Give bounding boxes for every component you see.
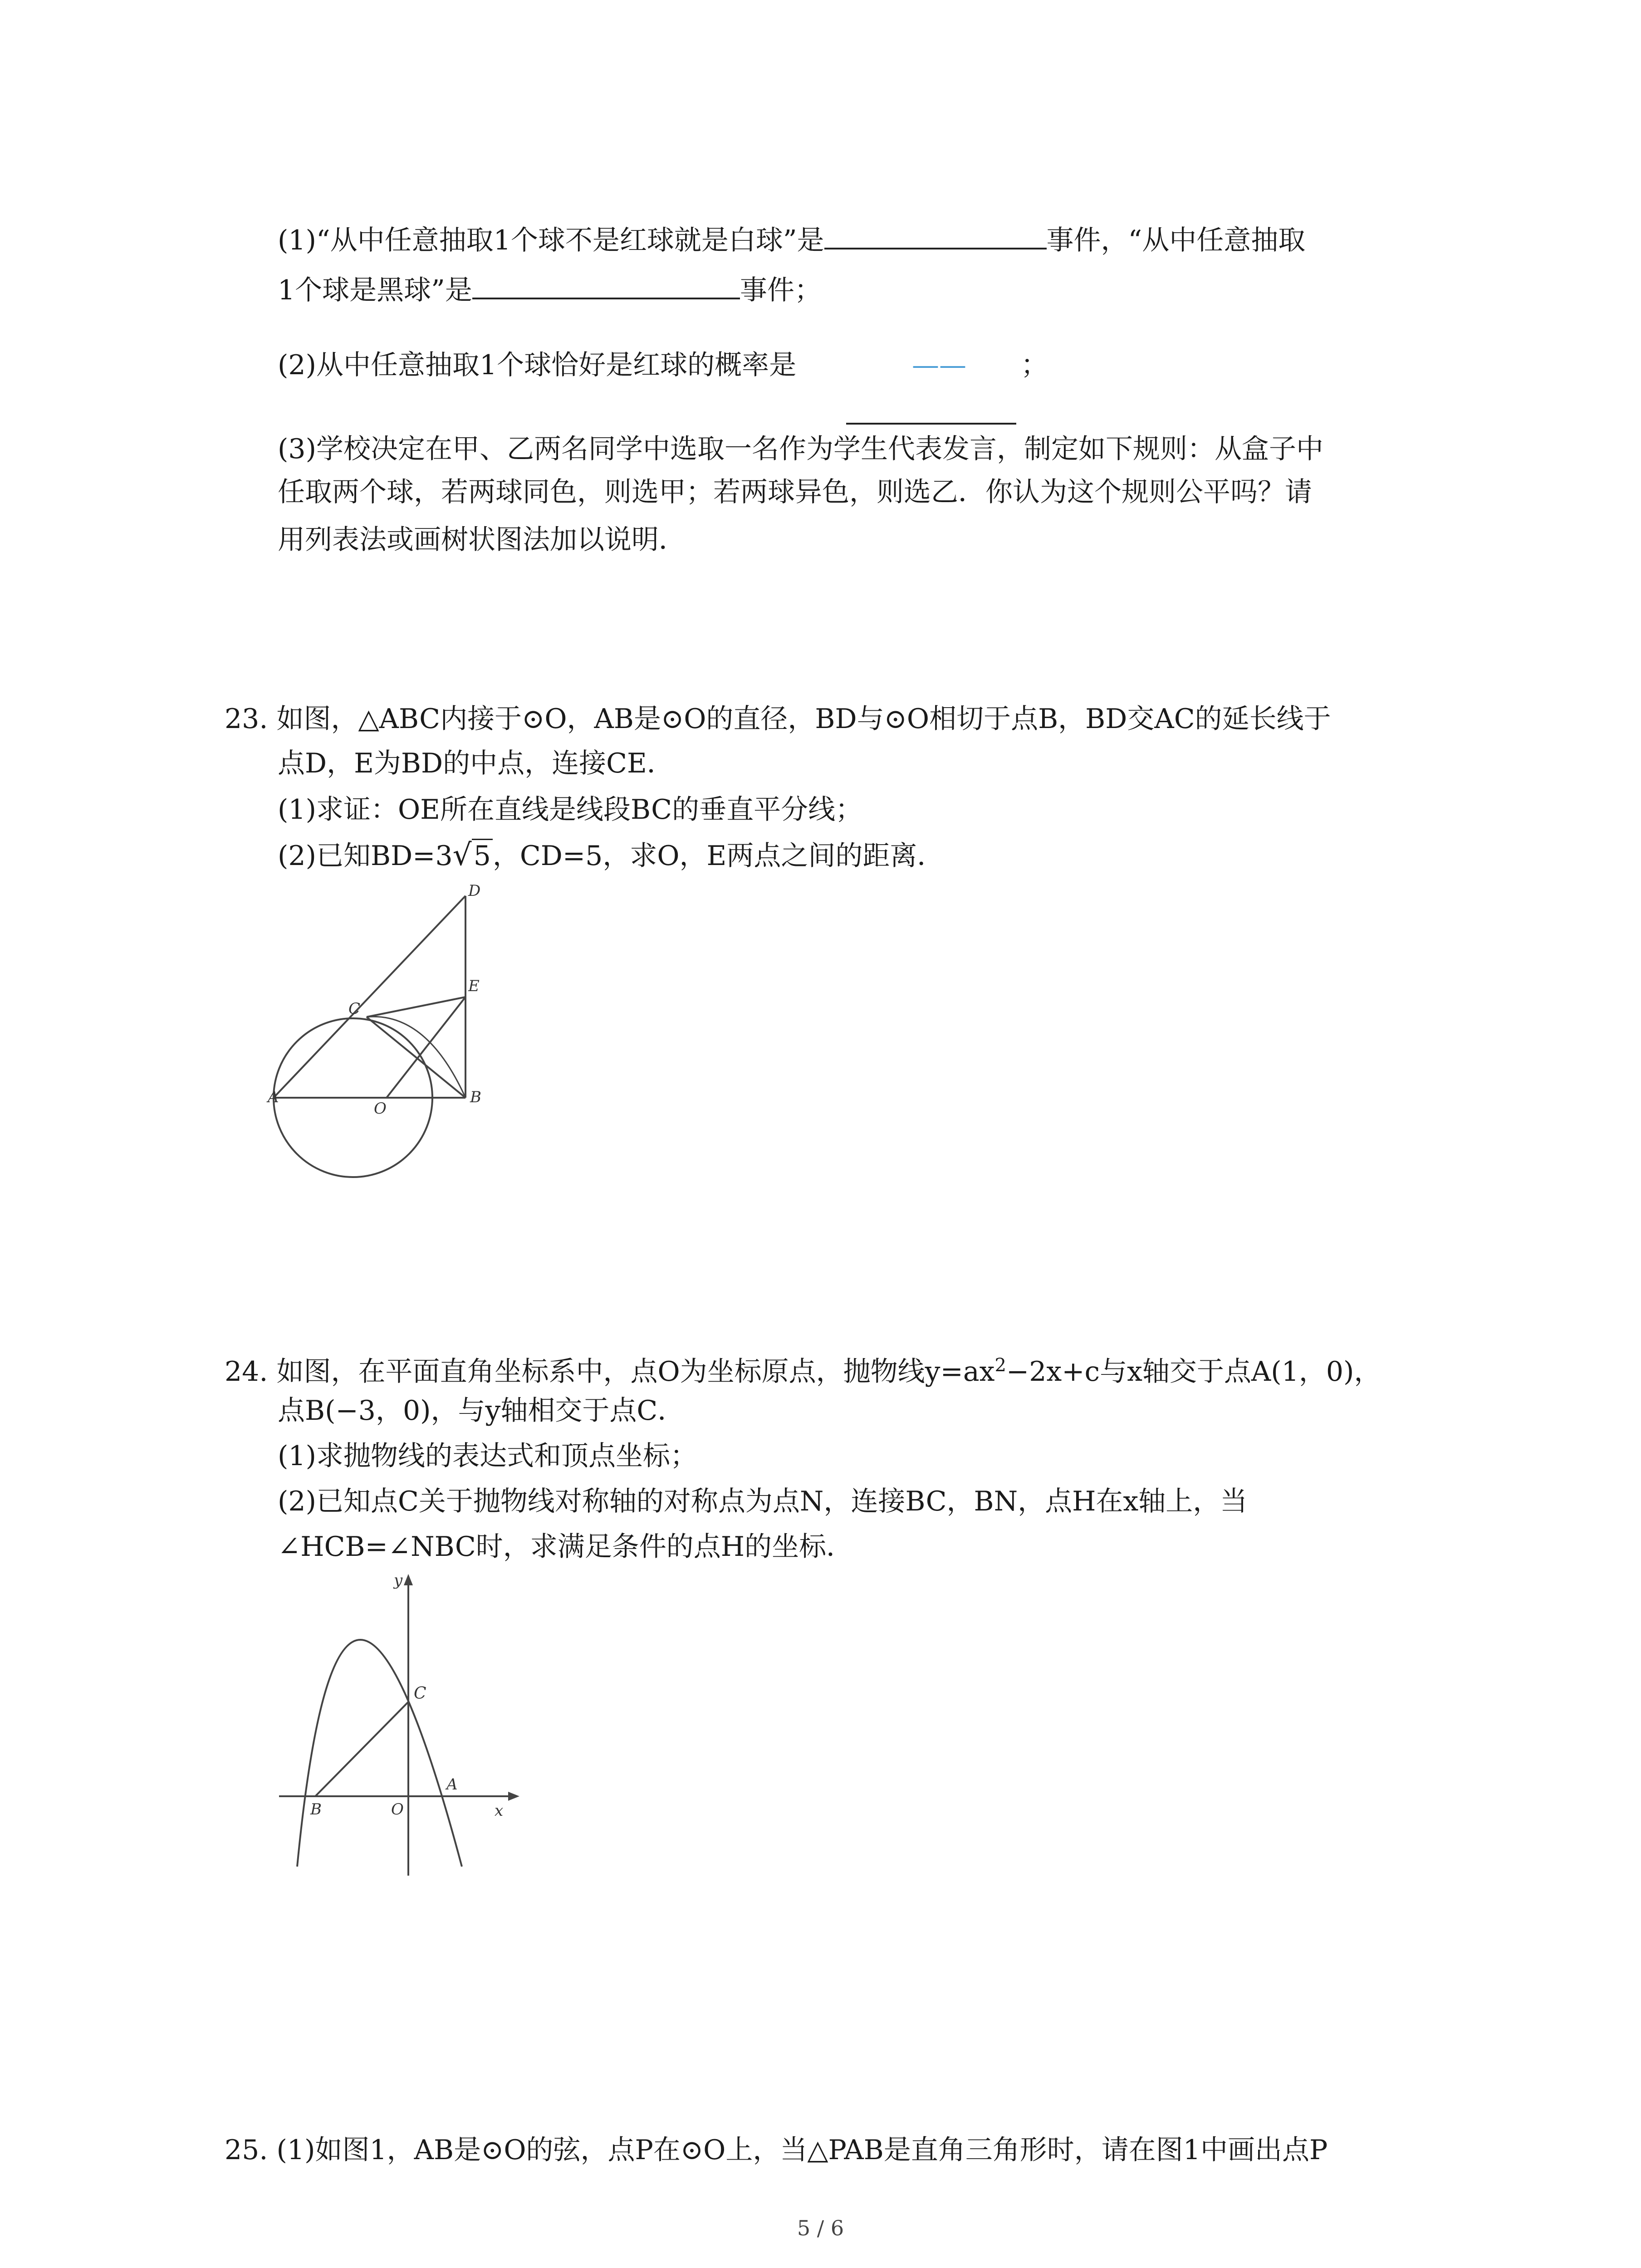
label-e: E (468, 977, 480, 995)
segment-ad (274, 896, 465, 1098)
q22-p2-fraction-dash: —— (912, 349, 966, 381)
q23-figure (268, 875, 508, 1184)
q24-line3: (1)求抛物线的表达式和顶点坐标； (278, 1440, 697, 1472)
q24-line2: 点B(−3，0)，与y轴相交于点C． (278, 1395, 685, 1427)
page-number: 5 / 6 (797, 2216, 844, 2240)
q24-line5: ∠HCB=∠NBC时，求满足条件的点H的坐标． (278, 1531, 854, 1563)
segment-ce (367, 997, 465, 1017)
segment-bc (315, 1702, 408, 1796)
parabola (297, 1640, 462, 1867)
q22-part3-line2: 任取两个球，若两球同色，则选甲；若两球异色，则选乙．你认为这个规则公平吗？请 (278, 476, 1312, 508)
q23-line1: 23. 如图，△ABC内接于⊙O，AB是⊙O的直径，BD与⊙O相切于点B，BD交AC的延长线于 (225, 703, 1331, 735)
label-b: B (470, 1088, 481, 1106)
q22-part3-line1: (3)学校决定在甲、乙两名同学中选取一名作为学生代表发言，制定如下规则：从盒子中 (278, 433, 1323, 465)
q22-blank-2[interactable] (472, 271, 740, 299)
y-axis-arrow (404, 1574, 413, 1585)
label-c: C (348, 1000, 361, 1018)
q22-part2 (278, 347, 796, 383)
q22-blank-3[interactable] (846, 423, 1016, 425)
q22-p2-end: ； (1021, 349, 1048, 381)
label-y: y (394, 1571, 403, 1589)
q22-p2a: (2)从中任意抽取1个球恰好是红球的概率是 (278, 349, 797, 381)
label-o: O (391, 1800, 404, 1818)
q24-line1: 24. 如图，在平面直角坐标系中，点O为坐标原点，抛物线$y=ax^2-2x+c$与x轴交于点A(1，0)， (225, 1355, 1381, 1388)
q22-p1c: 1个球是黑球”是 (278, 274, 472, 306)
q22-part3-line3: 用列表法或画树状图法加以说明． (278, 524, 686, 556)
q24-line4: (2)已知点C关于抛物线对称轴的对称点为点N，连接BC，BN，点H在x轴上，当 (278, 1486, 1248, 1517)
label-o: O (374, 1100, 387, 1118)
x-axis-arrow (508, 1792, 519, 1801)
sqrt-symbol: √ (452, 837, 472, 872)
segment-oe (387, 997, 465, 1098)
q22-p1a: (1)“从中任意抽取1个球不是红球就是白球”是 (278, 225, 824, 256)
sqrt-radicand: 5 (472, 839, 493, 872)
q22-part1-line2 (278, 271, 822, 308)
q22-blank-1[interactable] (824, 221, 1047, 249)
segment-cb (367, 1017, 465, 1098)
label-a: A (268, 1088, 279, 1106)
q22-part1-line1 (278, 221, 1305, 259)
label-b: B (310, 1800, 322, 1818)
label-a: A (446, 1775, 458, 1794)
label-d: D (468, 882, 481, 900)
q23-line3: (1)求证：OE所在直线是线段BC的垂直平分线； (278, 794, 863, 826)
q22-p1d: 事件； (740, 274, 822, 306)
q22-p1b: 事件，“从中任意抽取 (1046, 225, 1306, 256)
exponent: 2 (994, 1355, 1006, 1376)
label-x: x (495, 1802, 504, 1820)
q25-line1: 25. (1)如图1，AB是⊙O的弦，点P在⊙O上，当△PAB是直角三角形时，请在图1中画出点P (225, 2134, 1328, 2166)
q23-line4: (2)已知BD=3√5，CD=5，求O，E两点之间的距离． (278, 837, 945, 872)
q23-line2: 点D，E为BD的中点，连接CE． (278, 748, 674, 779)
q24-figure (272, 1567, 526, 1880)
label-c: C (414, 1684, 426, 1703)
